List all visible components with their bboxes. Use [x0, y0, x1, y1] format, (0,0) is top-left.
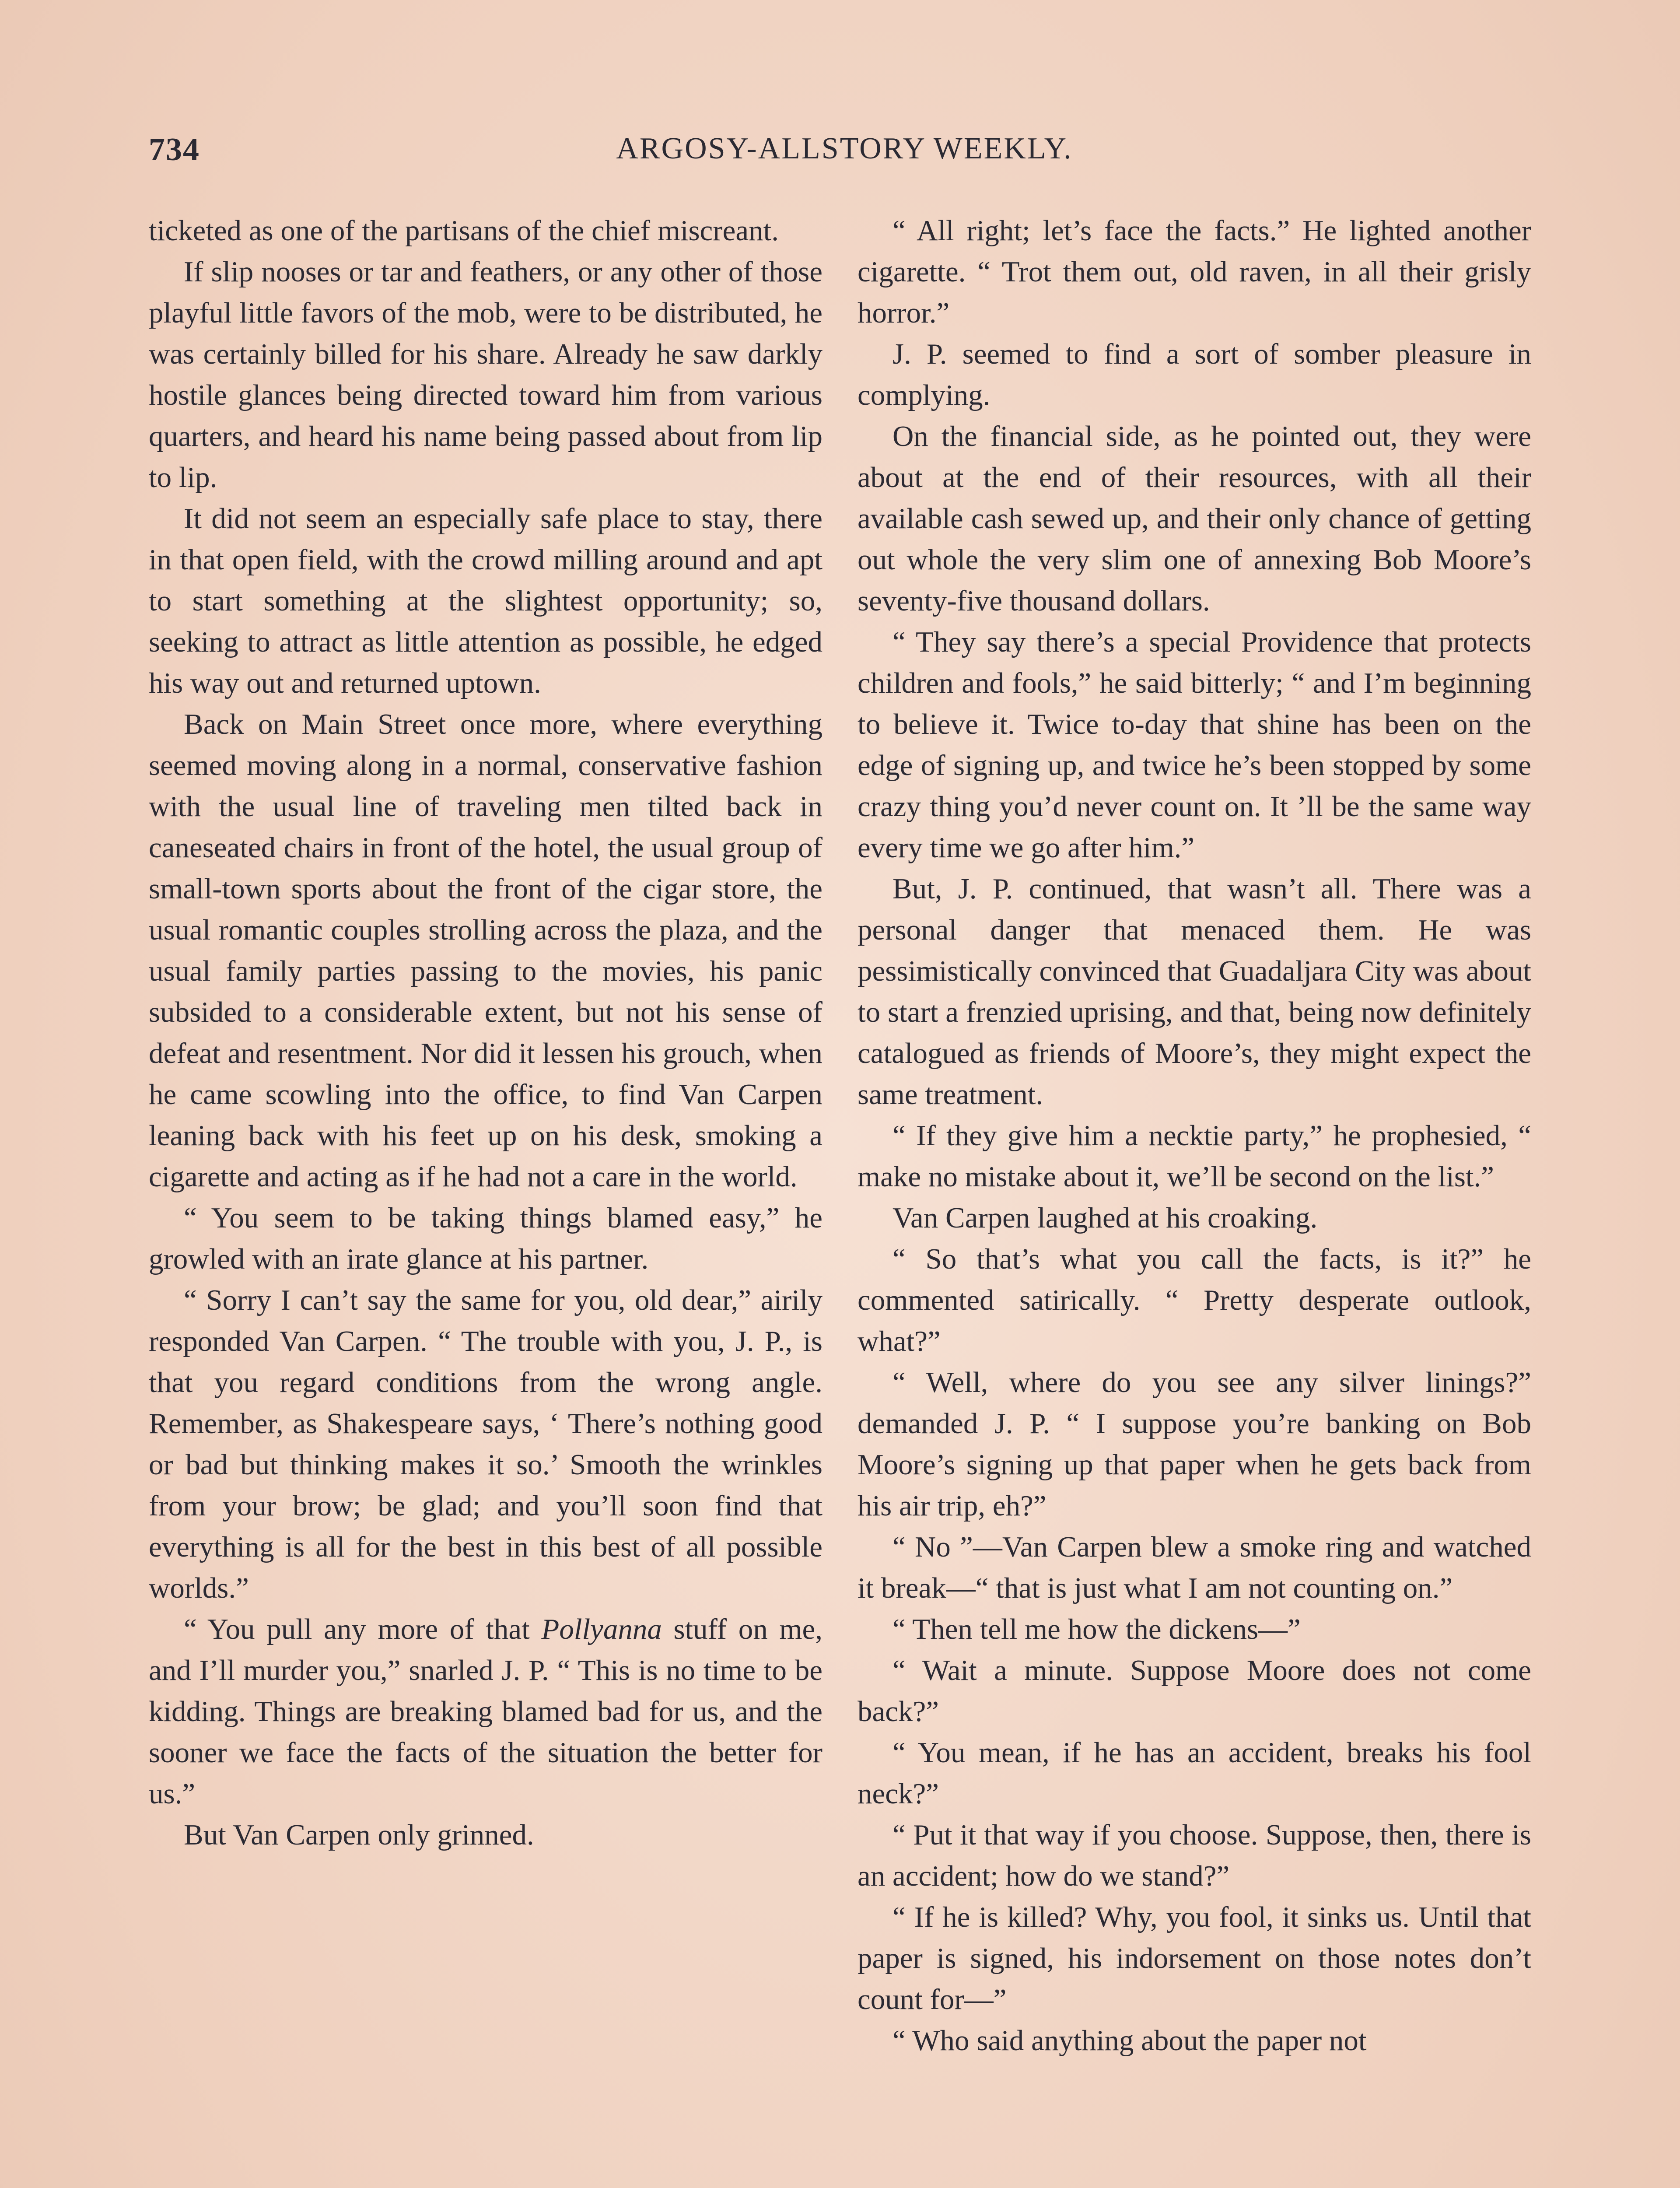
- paragraph: J. P. seemed to find a sort of somber pleasure in complying.: [858, 338, 1531, 411]
- paragraph: It did not seem an especially safe place to stay, there in that open field, with the crowd milling around and apt to start something at the slightest opportunity; so, seeking to attract as little attention as possible, he edged his way out and returned uptown.: [149, 502, 822, 699]
- paragraph: But Van Carpen only grinned.: [184, 1819, 534, 1851]
- paragraph: “ You mean, if he has an accident, breaks his fool neck?”: [858, 1736, 1531, 1810]
- paragraph: “ If they give him a necktie party,” he prophesied, “ make no mistake about it, we’ll be second on the list.”: [858, 1119, 1531, 1193]
- paragraph: “ Put it that way if you choose. Suppose, then, there is an accident; how do we stand?”: [858, 1819, 1531, 1892]
- paragraph: On the financial side, as he pointed out, they were about at the end of their resources, with all their available cash sewed up, and their only chance of getting out whole the very slim one of annexing Bob Moore’s seventy-five thousand dollars.: [858, 420, 1531, 617]
- paragraph: Van Carpen laughed at his croaking.: [892, 1202, 1318, 1234]
- paragraph: ticketed as one of the partisans of the chief miscreant.: [149, 214, 779, 247]
- italic-title: Pollyanna: [541, 1613, 662, 1645]
- paragraph: But, J. P. continued, that wasn’t all. There was a personal danger that menaced them. He was pessimistically convinced that Guadaljara City was about to start a frenzied uprising, and that, being now definitely catalogued as friends of Moore’s, they might expect the same treatment.: [858, 873, 1531, 1111]
- left-column: [149, 210, 822, 1855]
- paragraph: “ Wait a minute. Suppose Moore does not come back?”: [858, 1654, 1531, 1728]
- paragraph: “ Then tell me how the dickens—”: [892, 1613, 1301, 1645]
- paragraph: Back on Main Street once more, where everything seemed moving along in a normal, conservative fashion with the usual line of traveling men tilted back in caneseated chairs in front of the hotel, the usual group of small-town sports about the front of the cigar store, the usual romantic couples strolling across the plaza, and the usual family parties passing to the movies, his panic subsided to a considerable extent, but not his sense of defeat and resentment. Nor did it lessen his grouch, when he came scowling into the office, to find Van Carpen leaning back with his feet up on his desk, smoking a cigarette and acting as if he had not a care in the world.: [149, 708, 822, 1193]
- right-column: [858, 210, 1531, 2061]
- paragraph: “ No ”—Van Carpen blew a smoke ring and watched it break—“ that is just what I am not counting on.”: [858, 1531, 1531, 1604]
- paragraph: “ Sorry I can’t say the same for you, old dear,” airily responded Van Carpen. “ The trouble with you, J. P., is that you regard conditions from the wrong angle. Remember, as Shakespeare says, ‘ There’s nothing good or bad but thinking makes it so.’ Smooth the wrinkles from your brow; be glad; and you’ll soon find that everything is all for the best in this best of all possible worlds.”: [149, 1284, 822, 1604]
- paragraph: “ So that’s what you call the facts, is it?” he commented satirically. “ Pretty desperate outlook, what?”: [858, 1243, 1531, 1357]
- running-title: ARGOSY-ALLSTORY WEEKLY.: [616, 132, 1073, 165]
- paragraph: “ Well, where do you see any silver linings?” demanded J. P. “ I suppose you’re banking on Bob Moore’s signing up that paper when he gets back from his air trip, eh?”: [858, 1366, 1531, 1522]
- page-number: 734: [149, 132, 200, 168]
- paragraph: If slip nooses or tar and feathers, or any other of those playful little favors of the mob, were to be distributed, he was certainly billed for his share. Already he saw darkly hostile glances being directed toward him from various quarters, and heard his name being passed about from lip to lip.: [149, 256, 822, 494]
- paragraph: “ They say there’s a special Providence that protects children and fools,” he said bitterly; “ and I’m beginning to believe it. Twice to-day that shine has been on the edge of signing up, and twice he’s been stopped by some crazy thing you’d never count on. It ’ll be the same way every time we go after him.”: [858, 626, 1531, 864]
- text-columns: [149, 210, 1540, 2188]
- paragraph-text: stuff on me, and I’ll murder you,” snarled J. P. “ This is no time to be kidding. Things are breaking blamed bad for us, and the sooner we face the facts of the situation the better for us.”: [149, 1613, 822, 1810]
- paragraph-text: “ You pull any more of that: [184, 1613, 542, 1645]
- paragraph: “ All right; let’s face the facts.” He lighted another cigarette. “ Trot them out, old raven, in all their grisly horror.”: [858, 214, 1531, 329]
- page-header: [149, 131, 1540, 184]
- paragraph: “ Who said anything about the paper not: [892, 2024, 1367, 2057]
- paragraph: “ You seem to be taking things blamed easy,” he growled with an irate glance at his partner.: [149, 1202, 822, 1275]
- paragraph: [149, 1609, 822, 1814]
- paragraph: “ If he is killed? Why, you fool, it sinks us. Until that paper is signed, his indorsement on those notes don’t count for—”: [858, 1901, 1531, 2016]
